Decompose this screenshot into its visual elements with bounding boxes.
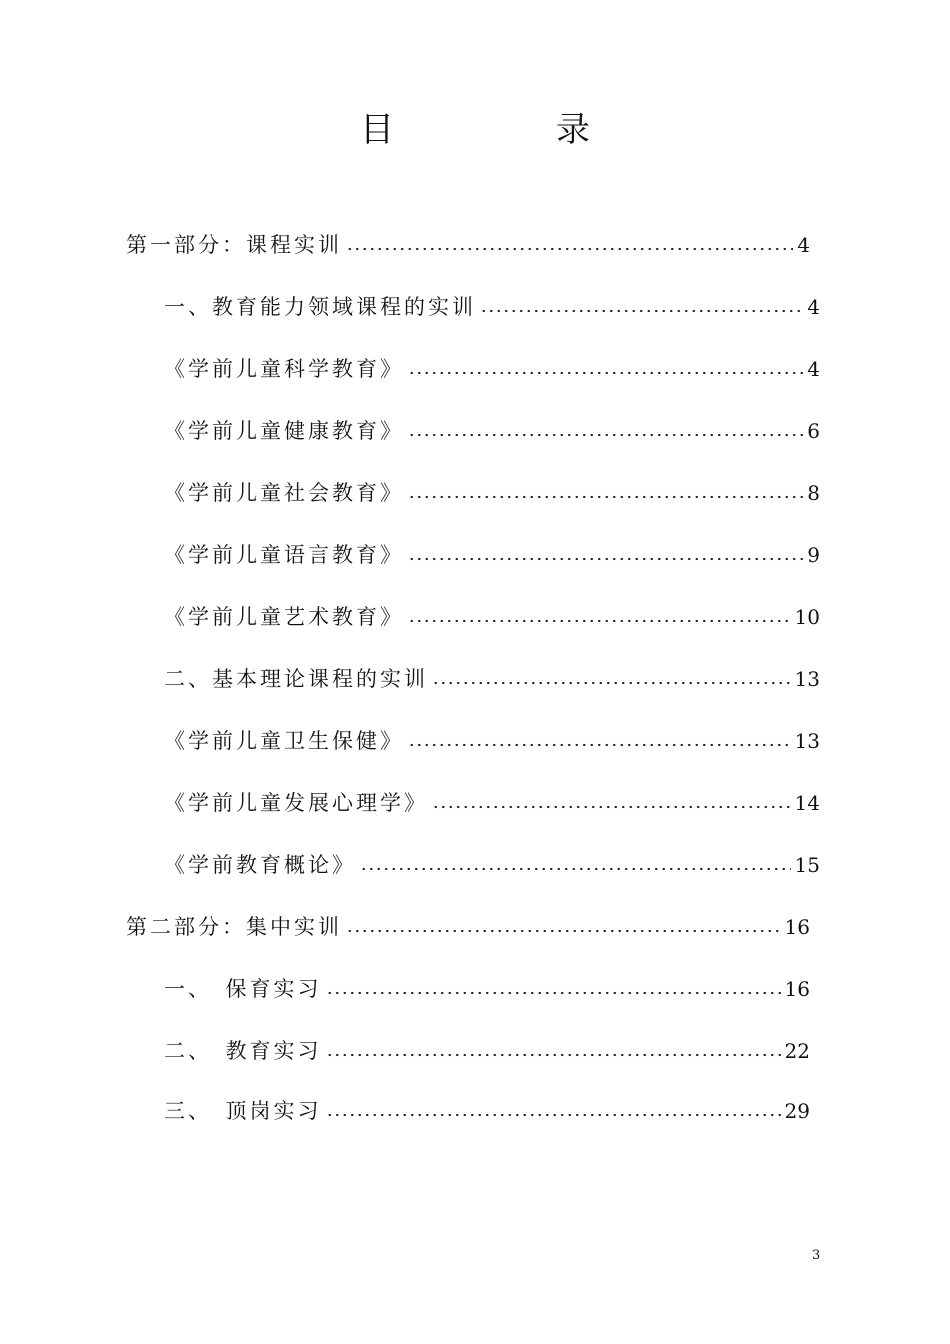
toc-entry-label: 一、 保育实习 <box>164 977 322 1001</box>
toc-entry-course[interactable] <box>164 354 820 384</box>
toc-entry-page: 14 <box>794 791 820 815</box>
toc-entry-label: 《学前教育概论》 <box>164 853 356 877</box>
toc-entry-label: 《学前儿童发展心理学》 <box>164 791 428 815</box>
toc-dot-leader <box>432 788 791 818</box>
toc-entry-label: 二、 教育实习 <box>164 1039 322 1063</box>
toc-dot-leader <box>408 416 803 446</box>
toc-dot-leader <box>346 230 793 260</box>
toc-entry-page: 9 <box>807 543 820 567</box>
toc-entry-label: 《学前儿童科学教育》 <box>164 357 404 381</box>
toc-dot-leader <box>326 1096 781 1126</box>
toc-dot-leader <box>326 974 781 1004</box>
toc-entry-course[interactable] <box>164 788 820 818</box>
toc-dot-leader <box>360 850 791 880</box>
toc-entry-page: 6 <box>807 419 820 443</box>
toc-entry-label: 《学前儿童艺术教育》 <box>164 605 404 629</box>
toc-entry-label: 《学前儿童语言教育》 <box>164 543 404 567</box>
toc-dot-leader <box>346 912 781 942</box>
toc-entry-part-one[interactable] <box>126 230 810 260</box>
toc-entry-label: 二、基本理论课程的实训 <box>164 667 428 691</box>
toc-title: 目 录 <box>360 110 654 150</box>
toc-entry-label: 一、教育能力领域课程的实训 <box>164 295 476 319</box>
toc-entry-course[interactable] <box>164 540 820 570</box>
toc-dot-leader <box>432 664 791 694</box>
toc-entry-page: 16 <box>784 915 810 939</box>
toc-entry-page: 16 <box>784 977 810 1001</box>
toc-entry-course[interactable] <box>164 478 820 508</box>
toc-entry-label: 第二部分：集中实训 <box>126 915 342 939</box>
toc-entry-page: 13 <box>794 729 820 753</box>
toc-entry-section-1[interactable] <box>164 292 820 322</box>
toc-entry-page: 22 <box>784 1039 810 1063</box>
toc-entry-page: 4 <box>797 233 810 257</box>
toc-entry-page: 15 <box>794 853 820 877</box>
toc-dot-leader <box>408 354 803 384</box>
toc-entry-training[interactable] <box>164 1096 810 1126</box>
toc-entry-page: 8 <box>807 481 820 505</box>
toc-entry-course[interactable] <box>164 602 820 632</box>
toc-entry-label: 《学前儿童社会教育》 <box>164 481 404 505</box>
toc-entry-page: 10 <box>794 605 820 629</box>
toc-dot-leader <box>408 478 803 508</box>
toc-dot-leader <box>408 602 791 632</box>
footer-page-number: 3 <box>812 1248 821 1263</box>
toc-entry-page: 4 <box>807 295 820 319</box>
toc-entry-label: 《学前儿童卫生保健》 <box>164 729 404 753</box>
toc-entry-label: 第一部分：课程实训 <box>126 233 342 257</box>
toc-entry-training[interactable] <box>164 1036 810 1066</box>
toc-dot-leader <box>326 1036 781 1066</box>
toc-entry-training[interactable] <box>164 974 810 1004</box>
toc-dot-leader <box>408 726 791 756</box>
toc-entry-label: 《学前儿童健康教育》 <box>164 419 404 443</box>
toc-entry-label: 三、 顶岗实习 <box>164 1099 322 1123</box>
toc-entry-page: 13 <box>794 667 820 691</box>
toc-dot-leader <box>480 292 803 322</box>
toc-entry-page: 29 <box>784 1099 810 1123</box>
toc-entry-part-two[interactable] <box>126 912 810 942</box>
toc-dot-leader <box>408 540 803 570</box>
toc-entry-section-2[interactable] <box>164 664 820 694</box>
toc-entry-page: 4 <box>807 357 820 381</box>
toc-entry-course[interactable] <box>164 726 820 756</box>
toc-entry-course[interactable] <box>164 416 820 446</box>
toc-entry-course[interactable] <box>164 850 820 880</box>
